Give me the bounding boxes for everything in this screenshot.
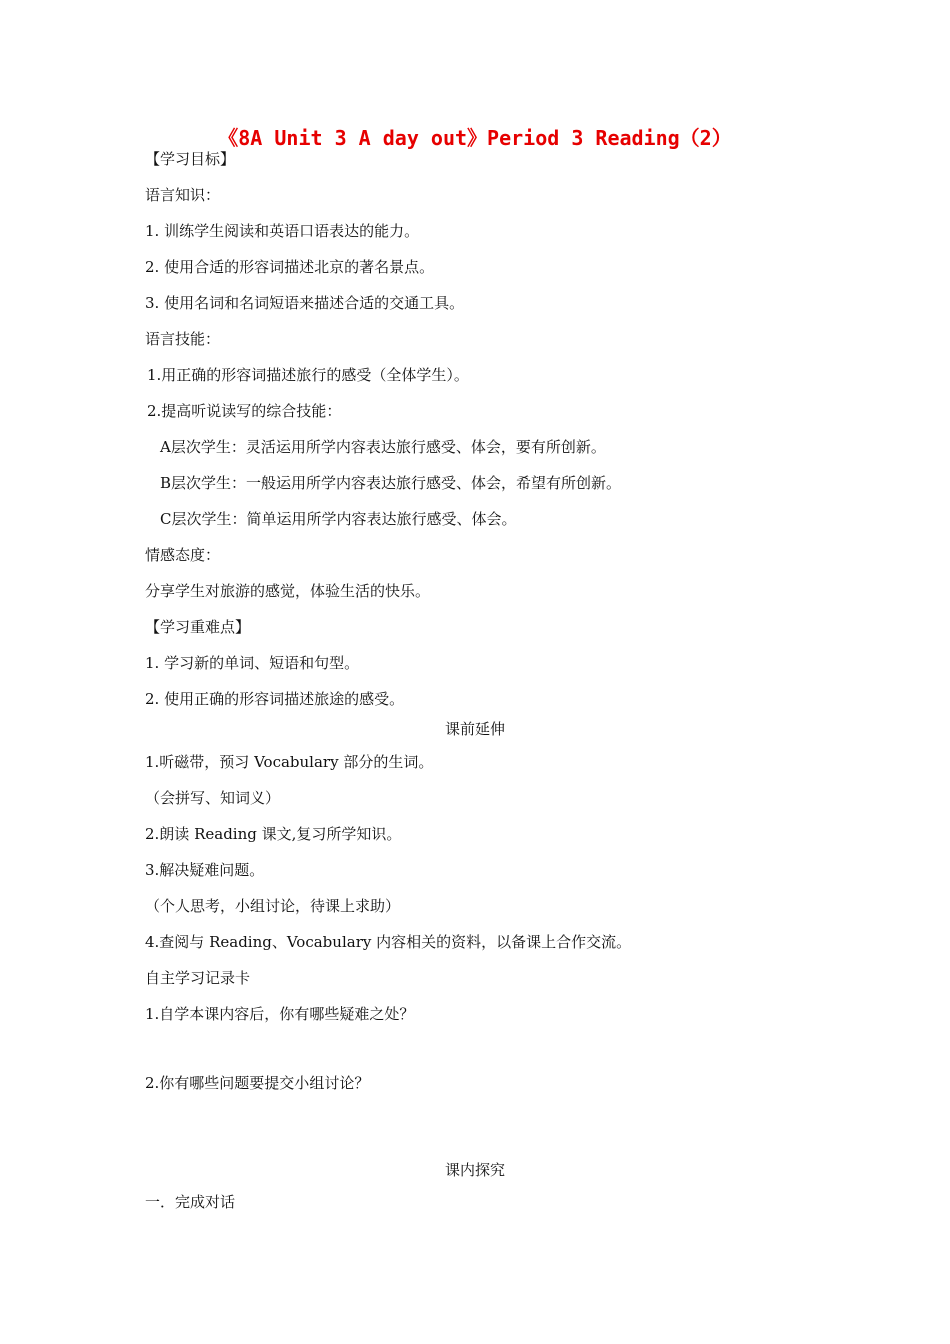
subheading-language-skills: 语言技能： (145, 330, 221, 348)
subheading-attitude: 情感态度： (145, 546, 221, 564)
list-item: 3. 使用名词和名词短语来描述合适的交通工具。 (145, 294, 465, 312)
list-item-level-b: B层次学生：一般运用所学内容表达旅行感受、体会，希望有所创新。 (160, 474, 622, 492)
exercise-heading: 一．完成对话 (145, 1193, 236, 1211)
list-item: 1.用正确的形容词描述旅行的感受（全体学生）。 (147, 366, 469, 384)
question-item: 1.自学本课内容后，你有哪些疑难之处？ (145, 1005, 415, 1023)
list-item-level-c: C层次学生：简单运用所学内容表达旅行感受、体会。 (160, 510, 517, 528)
list-item: 2.朗读 Reading 课文,复习所学知识。 (145, 825, 402, 843)
paragraph: 分享学生对旅游的感觉，体验生活的快乐。 (145, 582, 431, 600)
paragraph: （会拼写、知词义） (145, 789, 281, 807)
section-heading-record-card: 自主学习记录卡 (145, 969, 251, 987)
section-heading-in-class: 课内探究 (444, 1161, 505, 1179)
list-item: 1. 训练学生阅读和英语口语表达的能力。 (145, 222, 420, 240)
list-item: 3.解决疑难问题。 (145, 861, 265, 879)
paragraph: （个人思考，小组讨论，待课上求助） (145, 897, 401, 915)
question-item: 2.你有哪些问题要提交小组讨论？ (145, 1074, 370, 1092)
list-item: 2. 使用正确的形容词描述旅途的感受。 (145, 690, 405, 708)
list-item: 2.提高听说读写的综合技能： (147, 402, 342, 420)
document-title: 《8A Unit 3 A day out》Period 3 Reading（2） (218, 126, 732, 150)
section-heading-key-points: 【学习重难点】 (145, 618, 251, 636)
list-item: 1. 学习新的单词、短语和句型。 (145, 654, 360, 672)
list-item-level-a: A层次学生：灵活运用所学内容表达旅行感受、体会，要有所创新。 (160, 438, 606, 456)
subheading-language-knowledge: 语言知识： (145, 186, 221, 204)
list-item: 4.查阅与 Reading、Vocabulary 内容相关的资料，以备课上合作交流。 (145, 933, 632, 951)
list-item: 2. 使用合适的形容词描述北京的著名景点。 (145, 258, 435, 276)
section-heading-learning-goals: 【学习目标】 (145, 150, 236, 168)
section-heading-pre-class: 课前延伸 (444, 720, 505, 738)
list-item: 1.听磁带，预习 Vocabulary 部分的生词。 (145, 753, 434, 771)
